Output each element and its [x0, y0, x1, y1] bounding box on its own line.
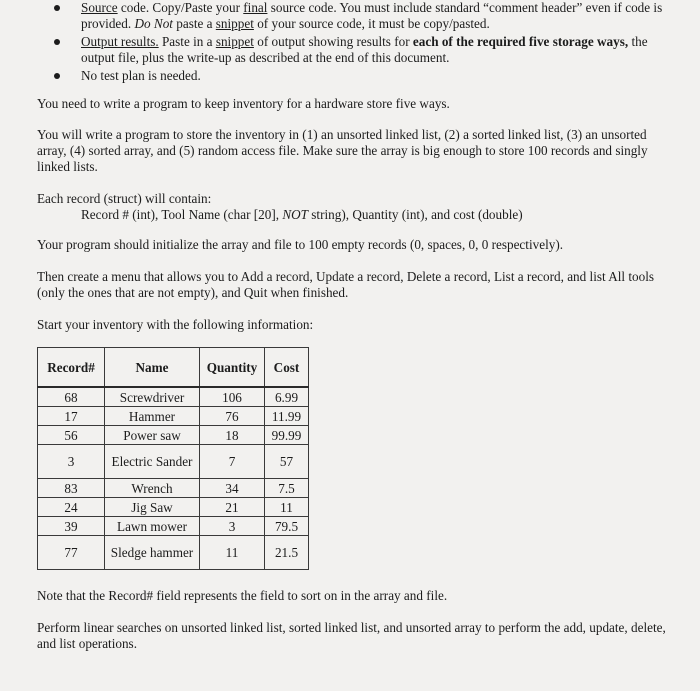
bullet-text: Output results. — [81, 34, 159, 49]
bullet-dot-icon — [54, 39, 60, 45]
cell-record: 77 — [38, 536, 105, 570]
record-struct-text: string), Quantity (int), and cost (double) — [308, 207, 523, 222]
table-row — [38, 479, 309, 498]
bullet-text: of your source code, it must be copy/pasted. — [253, 15, 490, 31]
cell-quantity: 3 — [200, 517, 265, 536]
table-row — [38, 387, 309, 407]
paragraph-record-struct — [37, 191, 667, 223]
cell-name: Jig Saw — [105, 498, 200, 517]
bullet-test-plan — [54, 68, 674, 84]
cell-cost: 6.99 — [265, 387, 309, 407]
bullet-text: No test plan is needed. — [81, 68, 201, 83]
table-header-row — [38, 348, 309, 388]
header-name: Name — [105, 348, 200, 388]
cell-cost: 57 — [265, 445, 309, 479]
bullet-text: of output showing results for — [253, 34, 413, 49]
cell-record: 24 — [38, 498, 105, 517]
cell-name: Wrench — [105, 479, 200, 498]
table-row — [38, 536, 309, 570]
bullet-text: Paste in a — [158, 34, 216, 49]
bullet-text: snippet — [215, 34, 254, 49]
record-struct-fields — [37, 207, 667, 223]
table-row — [38, 426, 309, 445]
paragraph-sort-note: Note that the Record# field represents the field to sort on in the array and file. — [37, 588, 448, 603]
cell-cost: 11.99 — [265, 407, 309, 426]
cell-quantity: 11 — [200, 536, 265, 570]
cell-cost: 99.99 — [265, 426, 309, 445]
cell-quantity: 106 — [200, 387, 265, 407]
cell-name: Electric Sander — [105, 445, 200, 479]
bullet-text: code. Copy/Paste your — [117, 0, 244, 15]
bullet-text: final — [243, 0, 268, 15]
bullet-text: Do Not — [134, 15, 173, 31]
cell-record: 17 — [38, 407, 105, 426]
paragraph-storage-ways: You will write a program to store the inventory in (1) an unsorted linked list, (2) a sorted linked list, (3) an unsorted array, (4) sorted array, and (5) random access file. Make sure the array is big enough to store 100 records and singly linked lists. — [37, 127, 648, 174]
paragraph-intro: You need to write a program to keep inventory for a hardware store five ways. — [37, 96, 450, 111]
table-row — [38, 407, 309, 426]
paragraph-linear-search: Perform linear searches on unsorted linked list, sorted linked list, and unsorted array to perform the add, update, delete, and list operations. — [37, 620, 666, 651]
requirements-bullet-list — [54, 0, 674, 87]
cell-cost: 21.5 — [265, 536, 309, 570]
table-row — [38, 517, 309, 536]
cell-name: Sledge hammer — [105, 536, 200, 570]
header-quantity: Quantity — [200, 348, 265, 388]
cell-cost: 11 — [265, 498, 309, 517]
header-record: Record# — [38, 348, 105, 388]
record-struct-text: NOT — [282, 207, 308, 222]
paragraph-start-inventory: Start your inventory with the following information: — [37, 317, 314, 332]
bullet-text: Source — [81, 0, 118, 15]
paragraph-menu: Then create a menu that allows you to Add a record, Update a record, Delete a record, List a record, and list All tools (only the ones that are not empty), and Quit when finished. — [37, 269, 655, 300]
table-row — [38, 498, 309, 517]
inventory-table — [37, 347, 309, 570]
cell-name: Lawn mower — [105, 517, 200, 536]
cell-name: Power saw — [105, 426, 200, 445]
bullet-dot-icon — [54, 5, 60, 11]
bullet-text: paste a — [172, 15, 216, 31]
cell-record: 83 — [38, 479, 105, 498]
cell-quantity: 7 — [200, 445, 265, 479]
cell-record: 68 — [38, 387, 105, 407]
bullet-text: source code. You must include standard “comment header” even if code is provided. — [81, 0, 663, 31]
cell-cost: 79.5 — [265, 517, 309, 536]
cell-record: 56 — [38, 426, 105, 445]
cell-record: 3 — [38, 445, 105, 479]
cell-quantity: 21 — [200, 498, 265, 517]
cell-quantity: 18 — [200, 426, 265, 445]
bullet-output-results — [54, 34, 674, 65]
record-struct-heading: Each record (struct) will contain: — [37, 191, 212, 206]
header-cost: Cost — [265, 348, 309, 388]
bullet-text: the output file, plus the write-up as described at the end of this document. — [81, 34, 648, 65]
bullet-text: each of the required five storage ways, — [412, 34, 629, 49]
paragraph-initialize: Your program should initialize the array and file to 100 empty records (0, spaces, 0, 0 respectively). — [37, 237, 564, 252]
record-struct-text: Record # (int), Tool Name (char [20], — [81, 207, 283, 222]
cell-name: Screwdriver — [105, 387, 200, 407]
cell-quantity: 34 — [200, 479, 265, 498]
bullet-text: snippet — [215, 15, 254, 31]
table-row — [38, 445, 309, 479]
cell-name: Hammer — [105, 407, 200, 426]
cell-cost: 7.5 — [265, 479, 309, 498]
cell-quantity: 76 — [200, 407, 265, 426]
bullet-dot-icon — [54, 73, 60, 79]
cell-record: 39 — [38, 517, 105, 536]
bullet-source-code — [54, 0, 674, 31]
